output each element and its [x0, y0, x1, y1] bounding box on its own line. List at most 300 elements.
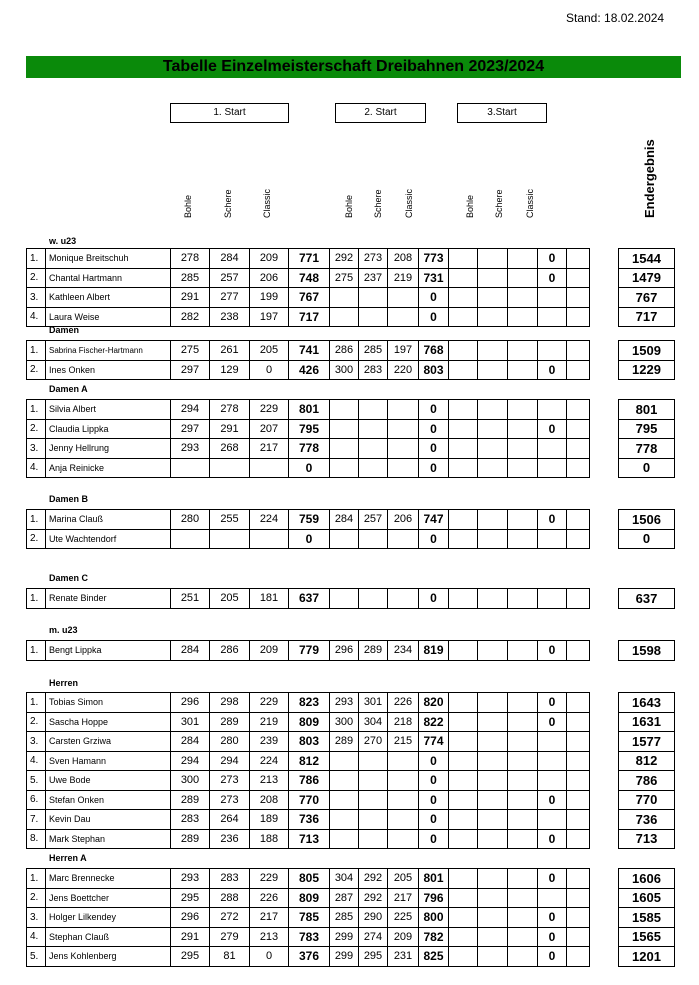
final-result-cell: 1598	[619, 641, 675, 661]
score-cell: 205	[250, 341, 289, 361]
empty-cell	[567, 869, 590, 889]
final-result-cell: 1606	[619, 869, 675, 889]
score-cell	[449, 869, 478, 889]
rank-cell: 2.	[27, 360, 46, 380]
score-cell	[508, 510, 538, 530]
score-cell: 299	[330, 927, 359, 947]
final-result-cell: 1643	[619, 693, 675, 713]
spacer-cell	[590, 888, 619, 908]
score-cell	[449, 419, 478, 439]
score-cell: 289	[359, 641, 388, 661]
name-cell: Kevin Dau	[46, 810, 171, 830]
score-cell	[210, 529, 250, 549]
name-cell: Holger Lilkendey	[46, 908, 171, 928]
group-label: m. u23	[49, 625, 78, 635]
rank-cell: 5.	[27, 771, 46, 791]
score-cell	[330, 810, 359, 830]
score-cell: 224	[250, 751, 289, 771]
total-cell: 812	[289, 751, 330, 771]
score-cell	[359, 790, 388, 810]
score-cell	[359, 771, 388, 791]
empty-cell	[567, 732, 590, 752]
score-cell: 213	[250, 771, 289, 791]
table-row	[27, 888, 675, 908]
score-cell: 283	[359, 360, 388, 380]
score-cell	[508, 810, 538, 830]
score-cell: 236	[210, 829, 250, 849]
score-cell: 251	[171, 589, 210, 609]
score-cell	[250, 529, 289, 549]
score-cell: 205	[210, 589, 250, 609]
empty-cell	[567, 641, 590, 661]
score-cell	[330, 439, 359, 459]
group-table	[26, 868, 675, 967]
table-row	[27, 712, 675, 732]
score-cell	[330, 458, 359, 478]
score-cell: 208	[388, 249, 419, 269]
group-table	[26, 399, 675, 478]
score-cell: 225	[388, 908, 419, 928]
spacer-cell	[590, 268, 619, 288]
score-cell: 217	[250, 439, 289, 459]
score-cell	[388, 419, 419, 439]
total-cell: 376	[289, 947, 330, 967]
total-cell: 774	[419, 732, 449, 752]
rank-cell: 2.	[27, 529, 46, 549]
score-cell: 229	[250, 693, 289, 713]
name-cell: Carsten Grziwa	[46, 732, 171, 752]
score-cell: 239	[250, 732, 289, 752]
score-cell	[508, 589, 538, 609]
score-cell: 199	[250, 288, 289, 308]
rank-cell: 1.	[27, 510, 46, 530]
score-cell	[449, 249, 478, 269]
score-cell: 290	[359, 908, 388, 928]
empty-cell	[567, 288, 590, 308]
score-cell	[359, 439, 388, 459]
spacer-cell	[590, 249, 619, 269]
score-cell	[478, 510, 508, 530]
score-cell	[449, 400, 478, 420]
score-cell: 284	[171, 641, 210, 661]
final-result-cell: 1565	[619, 927, 675, 947]
score-cell	[330, 751, 359, 771]
score-cell: 207	[250, 419, 289, 439]
score-cell	[388, 771, 419, 791]
score-cell: 264	[210, 810, 250, 830]
score-cell	[449, 947, 478, 967]
rank-cell: 5.	[27, 947, 46, 967]
total-cell: 0	[419, 439, 449, 459]
score-cell: 300	[330, 360, 359, 380]
score-cell	[508, 732, 538, 752]
total-cell	[538, 810, 567, 830]
table-row	[27, 947, 675, 967]
score-cell	[250, 458, 289, 478]
score-cell: 257	[359, 510, 388, 530]
total-cell	[538, 288, 567, 308]
score-cell	[508, 869, 538, 889]
score-cell: 289	[210, 712, 250, 732]
rank-cell: 4.	[27, 927, 46, 947]
total-cell	[538, 771, 567, 791]
total-cell: 0	[538, 712, 567, 732]
total-cell: 0	[419, 419, 449, 439]
total-cell: 770	[289, 790, 330, 810]
score-cell	[330, 400, 359, 420]
table-row	[27, 510, 675, 530]
score-cell	[449, 712, 478, 732]
score-cell: 285	[330, 908, 359, 928]
score-cell	[388, 439, 419, 459]
score-cell	[359, 288, 388, 308]
rank-cell: 2.	[27, 419, 46, 439]
score-cell	[478, 268, 508, 288]
group-table	[26, 588, 675, 609]
table-row	[27, 641, 675, 661]
score-cell: 300	[330, 712, 359, 732]
empty-cell	[567, 458, 590, 478]
score-cell	[449, 732, 478, 752]
name-cell: Kathleen Albert	[46, 288, 171, 308]
rank-cell: 2.	[27, 712, 46, 732]
score-cell	[449, 641, 478, 661]
table-row	[27, 288, 675, 308]
score-cell: 289	[171, 790, 210, 810]
total-cell: 0	[419, 288, 449, 308]
total-cell: 767	[289, 288, 330, 308]
final-result-cell: 1479	[619, 268, 675, 288]
score-cell: 294	[210, 751, 250, 771]
empty-cell	[567, 419, 590, 439]
score-cell	[330, 589, 359, 609]
score-cell	[508, 771, 538, 791]
rank-cell: 3.	[27, 439, 46, 459]
spacer-cell	[590, 771, 619, 791]
total-cell: 822	[419, 712, 449, 732]
score-cell: 296	[171, 908, 210, 928]
table-row	[27, 268, 675, 288]
final-result-cell: 1631	[619, 712, 675, 732]
total-cell: 747	[419, 510, 449, 530]
total-cell: 741	[289, 341, 330, 361]
spacer-cell	[590, 712, 619, 732]
score-cell	[449, 360, 478, 380]
score-cell: 295	[171, 947, 210, 967]
spacer-cell	[590, 419, 619, 439]
total-cell: 0	[419, 771, 449, 791]
table-row	[27, 249, 675, 269]
score-cell: 285	[359, 341, 388, 361]
score-cell	[330, 771, 359, 791]
group-label: Damen A	[49, 384, 88, 394]
total-cell: 637	[289, 589, 330, 609]
group-label: Damen B	[49, 494, 89, 504]
score-cell: 237	[359, 268, 388, 288]
total-cell: 0	[419, 307, 449, 327]
group-label: w. u23	[49, 236, 77, 246]
total-cell: 0	[289, 529, 330, 549]
table-row	[27, 732, 675, 752]
total-cell: 759	[289, 510, 330, 530]
score-cell	[449, 790, 478, 810]
score-cell	[359, 400, 388, 420]
score-cell	[478, 790, 508, 810]
group-label: Damen	[49, 325, 80, 335]
spacer-cell	[590, 288, 619, 308]
table-row	[27, 360, 675, 380]
score-cell: 299	[330, 947, 359, 967]
score-cell	[449, 510, 478, 530]
score-cell	[449, 771, 478, 791]
spacer-cell	[590, 810, 619, 830]
table-row	[27, 307, 675, 327]
score-cell: 273	[210, 771, 250, 791]
name-cell: Renate Binder	[46, 589, 171, 609]
score-cell	[330, 307, 359, 327]
score-cell: 0	[250, 360, 289, 380]
name-cell: Marina Clauß	[46, 510, 171, 530]
score-cell: 291	[171, 288, 210, 308]
score-cell: 296	[171, 693, 210, 713]
score-cell: 284	[210, 249, 250, 269]
final-result-cell: 1605	[619, 888, 675, 908]
score-cell	[388, 829, 419, 849]
score-cell: 234	[388, 641, 419, 661]
total-cell: 0	[419, 400, 449, 420]
page-title: Tabelle Einzelmeisterschaft Dreibahnen 2023/2024	[26, 56, 681, 78]
total-cell: 0	[538, 829, 567, 849]
score-cell: 129	[210, 360, 250, 380]
rank-cell: 4.	[27, 458, 46, 478]
score-cell	[478, 400, 508, 420]
name-cell: Sven Hamann	[46, 751, 171, 771]
score-cell	[478, 927, 508, 947]
score-cell: 229	[250, 869, 289, 889]
total-cell: 717	[289, 307, 330, 327]
total-cell: 0	[538, 947, 567, 967]
total-cell: 773	[419, 249, 449, 269]
score-cell	[449, 888, 478, 908]
score-cell: 293	[171, 439, 210, 459]
empty-cell	[567, 341, 590, 361]
score-cell	[449, 341, 478, 361]
group-label: Herren	[49, 678, 79, 688]
total-cell: 771	[289, 249, 330, 269]
score-cell	[508, 341, 538, 361]
score-cell	[508, 829, 538, 849]
score-cell: 181	[250, 589, 289, 609]
total-cell: 736	[289, 810, 330, 830]
spacer-cell	[590, 732, 619, 752]
score-cell: 291	[210, 419, 250, 439]
score-cell: 219	[388, 268, 419, 288]
total-cell	[538, 751, 567, 771]
total-cell: 0	[538, 268, 567, 288]
col-label-bohle-2: Bohle	[344, 194, 354, 218]
total-cell: 796	[419, 888, 449, 908]
rank-cell: 3.	[27, 908, 46, 928]
score-cell	[359, 307, 388, 327]
score-cell	[330, 529, 359, 549]
total-cell: 825	[419, 947, 449, 967]
score-cell	[478, 810, 508, 830]
final-result-cell: 1506	[619, 510, 675, 530]
group-table	[26, 248, 675, 327]
final-result-cell: 1229	[619, 360, 675, 380]
table-row	[27, 810, 675, 830]
name-cell: Jens Boettcher	[46, 888, 171, 908]
score-cell	[478, 341, 508, 361]
spacer-cell	[590, 529, 619, 549]
name-cell: Stephan Clauß	[46, 927, 171, 947]
total-cell	[538, 439, 567, 459]
score-cell: 218	[388, 712, 419, 732]
name-cell: Sascha Hoppe	[46, 712, 171, 732]
score-cell: 304	[359, 712, 388, 732]
score-cell	[478, 712, 508, 732]
total-cell: 778	[289, 439, 330, 459]
total-cell	[538, 888, 567, 908]
name-cell: Marc Brennecke	[46, 869, 171, 889]
table-row	[27, 751, 675, 771]
rank-cell: 2.	[27, 888, 46, 908]
score-cell	[359, 529, 388, 549]
score-cell: 217	[250, 908, 289, 928]
score-cell: 206	[250, 268, 289, 288]
score-cell	[171, 458, 210, 478]
score-cell	[478, 732, 508, 752]
final-result-cell: 1544	[619, 249, 675, 269]
total-cell: 782	[419, 927, 449, 947]
score-cell	[478, 439, 508, 459]
score-cell: 292	[330, 249, 359, 269]
score-cell: 257	[210, 268, 250, 288]
score-cell: 300	[171, 771, 210, 791]
total-cell	[538, 400, 567, 420]
spacer-cell	[590, 307, 619, 327]
total-cell: 0	[419, 589, 449, 609]
name-cell: Ute Wachtendorf	[46, 529, 171, 549]
score-cell	[359, 589, 388, 609]
score-cell: 226	[388, 693, 419, 713]
score-cell	[508, 641, 538, 661]
score-cell	[508, 947, 538, 967]
score-cell: 280	[210, 732, 250, 752]
score-cell: 209	[250, 641, 289, 661]
score-cell	[508, 268, 538, 288]
empty-cell	[567, 693, 590, 713]
total-cell	[538, 589, 567, 609]
score-cell: 284	[330, 510, 359, 530]
score-cell: 188	[250, 829, 289, 849]
score-cell	[171, 529, 210, 549]
table-row	[27, 419, 675, 439]
total-cell: 786	[289, 771, 330, 791]
start-2-header: 2. Start	[335, 103, 426, 123]
total-cell: 785	[289, 908, 330, 928]
empty-cell	[567, 908, 590, 928]
total-cell: 809	[289, 888, 330, 908]
score-cell: 275	[330, 268, 359, 288]
group-table	[26, 640, 675, 661]
total-cell	[538, 341, 567, 361]
table-row	[27, 341, 675, 361]
score-cell: 81	[210, 947, 250, 967]
table-row	[27, 771, 675, 791]
score-cell	[478, 589, 508, 609]
score-cell	[359, 829, 388, 849]
total-cell: 0	[538, 360, 567, 380]
rank-cell: 4.	[27, 751, 46, 771]
score-cell	[449, 589, 478, 609]
total-cell: 0	[419, 751, 449, 771]
name-cell: Silvia Albert	[46, 400, 171, 420]
col-label-classic-1: Classic	[262, 188, 272, 218]
score-cell: 301	[171, 712, 210, 732]
empty-cell	[567, 927, 590, 947]
name-cell: Uwe Bode	[46, 771, 171, 791]
score-cell: 273	[359, 249, 388, 269]
table-row	[27, 790, 675, 810]
score-cell: 282	[171, 307, 210, 327]
total-cell: 0	[419, 810, 449, 830]
rank-cell: 7.	[27, 810, 46, 830]
score-cell	[388, 751, 419, 771]
empty-cell	[567, 268, 590, 288]
total-cell: 803	[419, 360, 449, 380]
score-cell	[478, 641, 508, 661]
name-cell: Jens Kohlenberg	[46, 947, 171, 967]
rank-cell: 2.	[27, 268, 46, 288]
score-cell: 279	[210, 927, 250, 947]
score-cell: 292	[359, 888, 388, 908]
table-row	[27, 829, 675, 849]
score-cell: 270	[359, 732, 388, 752]
start-3-header: 3.Start	[457, 103, 547, 123]
score-cell: 273	[210, 790, 250, 810]
rank-cell: 1.	[27, 693, 46, 713]
col-label-bohle-1: Bohle	[183, 194, 193, 218]
final-result-cell: 1509	[619, 341, 675, 361]
score-cell	[478, 908, 508, 928]
rank-cell: 3.	[27, 288, 46, 308]
empty-cell	[567, 790, 590, 810]
col-label-schere-2: Schere	[373, 189, 383, 218]
score-cell: 206	[388, 510, 419, 530]
score-cell: 229	[250, 400, 289, 420]
spacer-cell	[590, 641, 619, 661]
score-cell: 295	[359, 947, 388, 967]
group-table	[26, 509, 675, 549]
group-label: Herren A	[49, 853, 87, 863]
score-cell: 286	[330, 341, 359, 361]
total-cell: 0	[538, 869, 567, 889]
score-cell	[449, 693, 478, 713]
final-result-cell: 767	[619, 288, 675, 308]
total-cell: 0	[538, 510, 567, 530]
score-cell: 283	[171, 810, 210, 830]
name-cell: Ines Onken	[46, 360, 171, 380]
score-cell: 295	[171, 888, 210, 908]
score-cell	[508, 307, 538, 327]
score-cell: 189	[250, 810, 289, 830]
total-cell: 803	[289, 732, 330, 752]
score-cell	[359, 458, 388, 478]
total-cell: 0	[538, 790, 567, 810]
score-cell	[508, 790, 538, 810]
name-cell: Laura Weise	[46, 307, 171, 327]
